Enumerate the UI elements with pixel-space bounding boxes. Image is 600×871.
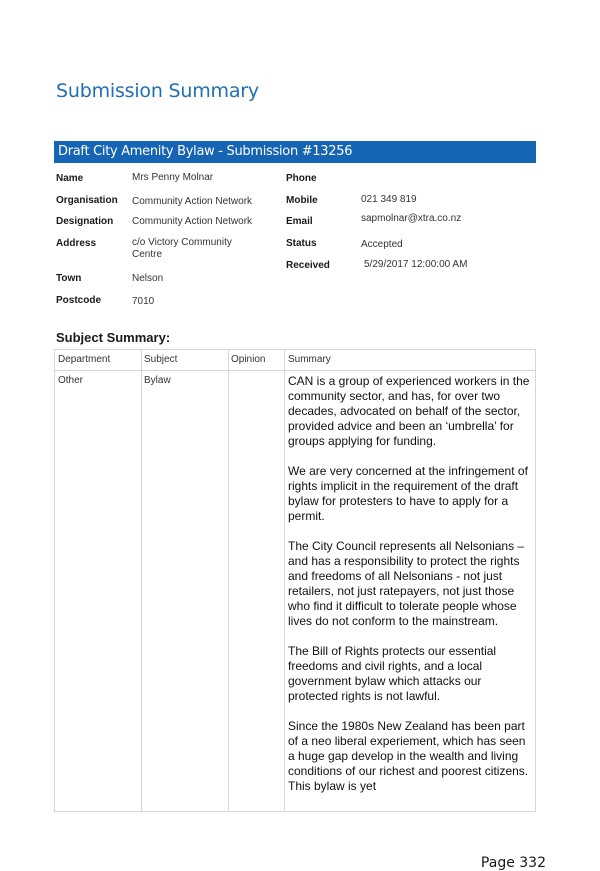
email-value: sapmolnar@xtra.co.nz (361, 213, 462, 224)
address-label: Address (56, 238, 97, 249)
page-number: Page 332 (480, 855, 546, 871)
status-label: Status (286, 238, 317, 249)
designation-value: Community Action Network (132, 216, 253, 227)
subject-summary-heading: Subject Summary: (56, 330, 171, 345)
town-label: Town (56, 273, 82, 284)
department-cell: Other (58, 375, 84, 386)
designation-label: Designation (56, 216, 114, 227)
name-label: Name (56, 173, 84, 184)
email-label: Email (286, 216, 313, 227)
organisation-label: Organisation (56, 195, 118, 206)
header-divider (55, 370, 535, 371)
page-title: Submission Summary (56, 80, 259, 102)
organisation-value: Community Action Network (132, 196, 253, 207)
summary-paragraph: We are very concerned at the infringement of rights implicit in the requirement of the draft bylaw for protesters to have to apply for a permit. (288, 464, 528, 523)
address-value: c/o Victory Community Centre (132, 237, 232, 260)
phone-label: Phone (286, 173, 317, 184)
summary-paragraph: The City Council represents all Nelsonians – and has a responsibility to protect the rights and freedoms of all Nelsonians - not just retailers, not just ratepayers, not just those who find it difficult to tolerate people whose lives do not conform to the mainstream. (288, 539, 525, 628)
column-header-opinion: Opinion (231, 354, 266, 365)
subject-summary-table (54, 349, 536, 812)
postcode-label: Postcode (56, 295, 102, 306)
column-divider (228, 350, 229, 811)
summary-paragraph: Since the 1980s New Zealand has been part of a neo liberal experiement, which has seen a huge gap develop in the wealth and living conditions of our richest and poorest citizens. This bylaw is yet (288, 719, 529, 793)
status-value: Accepted (361, 239, 403, 250)
submission-banner: Draft City Amenity Bylaw - Submission #13256 (54, 141, 536, 163)
postcode-value: 7010 (132, 296, 155, 307)
column-header-subject: Subject (144, 354, 178, 365)
column-divider (141, 350, 142, 811)
summary-paragraph: The Bill of Rights protects our essential freedoms and civil rights, and a local government bylaw which attacks our protected rights is not lawful. (288, 644, 497, 703)
column-divider (284, 350, 285, 811)
received-value: 5/29/2017 12:00:00 AM (364, 259, 468, 270)
town-value: Nelson (132, 273, 164, 284)
subject-cell: Bylaw (144, 375, 171, 386)
received-label: Received (286, 260, 330, 271)
summary-cell (288, 374, 533, 809)
name-value: Mrs Penny Molnar (132, 172, 214, 183)
column-header-summary: Summary (288, 354, 331, 365)
summary-paragraph: CAN is a group of experienced workers in the community sector, and has, for over two decades, advocated on behalf of the sector, provided advice and been an ‘umbrella’ for groups applying for funding. (288, 374, 530, 448)
mobile-value: 021 349 819 (361, 194, 417, 205)
mobile-label: Mobile (286, 195, 318, 206)
column-header-department: Department (58, 354, 111, 365)
